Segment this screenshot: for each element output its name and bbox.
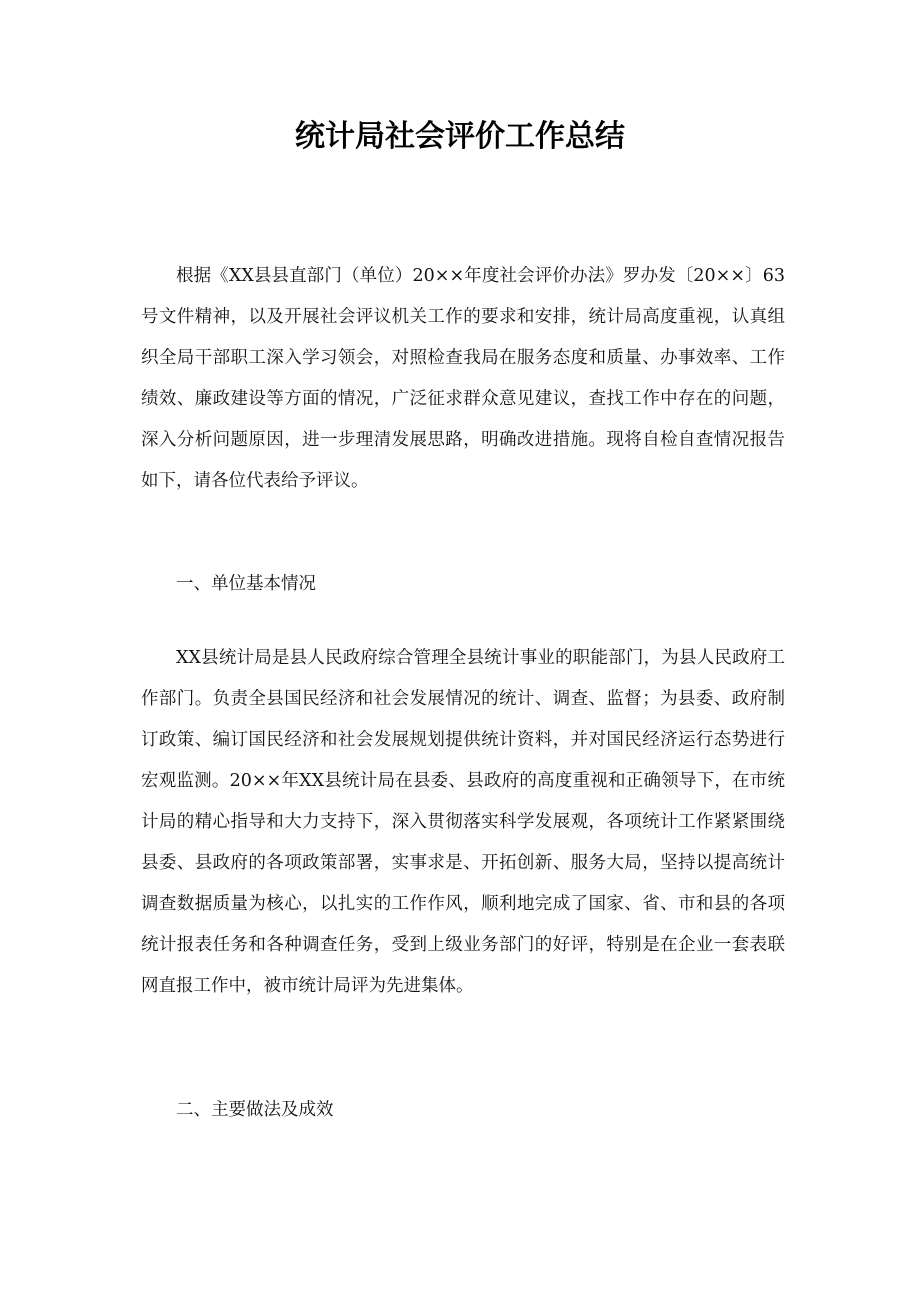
section-heading-basic-info: 一、单位基本情况 bbox=[176, 574, 316, 594]
intro-paragraph: 根据《XX县县直部门（单位）20××年度社会评价办法》罗办发〔20××〕63号文件精神，以及开展社会评议机关工作的要求和安排，统计局高度重视，认真组织全局干部职工深入学习领会，对照检查我局在服务态度和质量、办事效率、工作绩效、廉政建设等方面的情况，广泛征求群众意见建议，查找工作中存在的问题，深入分析问题原因，进一步理清发展思路，明确改进措施。现将自检自查情况报告如下，请各位代表给予评议。 bbox=[141, 266, 785, 491]
basic-info-paragraph: XX县统计局是县人民政府综合管理全县统计事业的职能部门，为县人民政府工作部门。负责全县国民经济和社会发展情况的统计、调查、监督；为县委、政府制订政策、编订国民经济和社会发展规划提供统计资料，并对国民经济运行态势进行宏观监测。20××年XX县统计局在县委、县政府的高度重视和正确领导下，在市统计局的精心指导和大力支持下，深入贯彻落实科学发展观，各项统计工作紧紧围绕县委、县政府的各项政策部署，实事求是、开拓创新、服务大局，坚持以提高统计调查数据质量为核心，以扎实的工作作风，顺利地完成了国家、省、市和县的各项统计报表任务和各种调查任务，受到上级业务部门的好评，特别是在企业一套表联网直报工作中，被市统计局评为先进集体。 bbox=[141, 648, 785, 996]
section-heading-main-practices: 二、主要做法及成效 bbox=[176, 1100, 334, 1120]
document-title: 统计局社会评价工作总结 bbox=[295, 119, 625, 154]
